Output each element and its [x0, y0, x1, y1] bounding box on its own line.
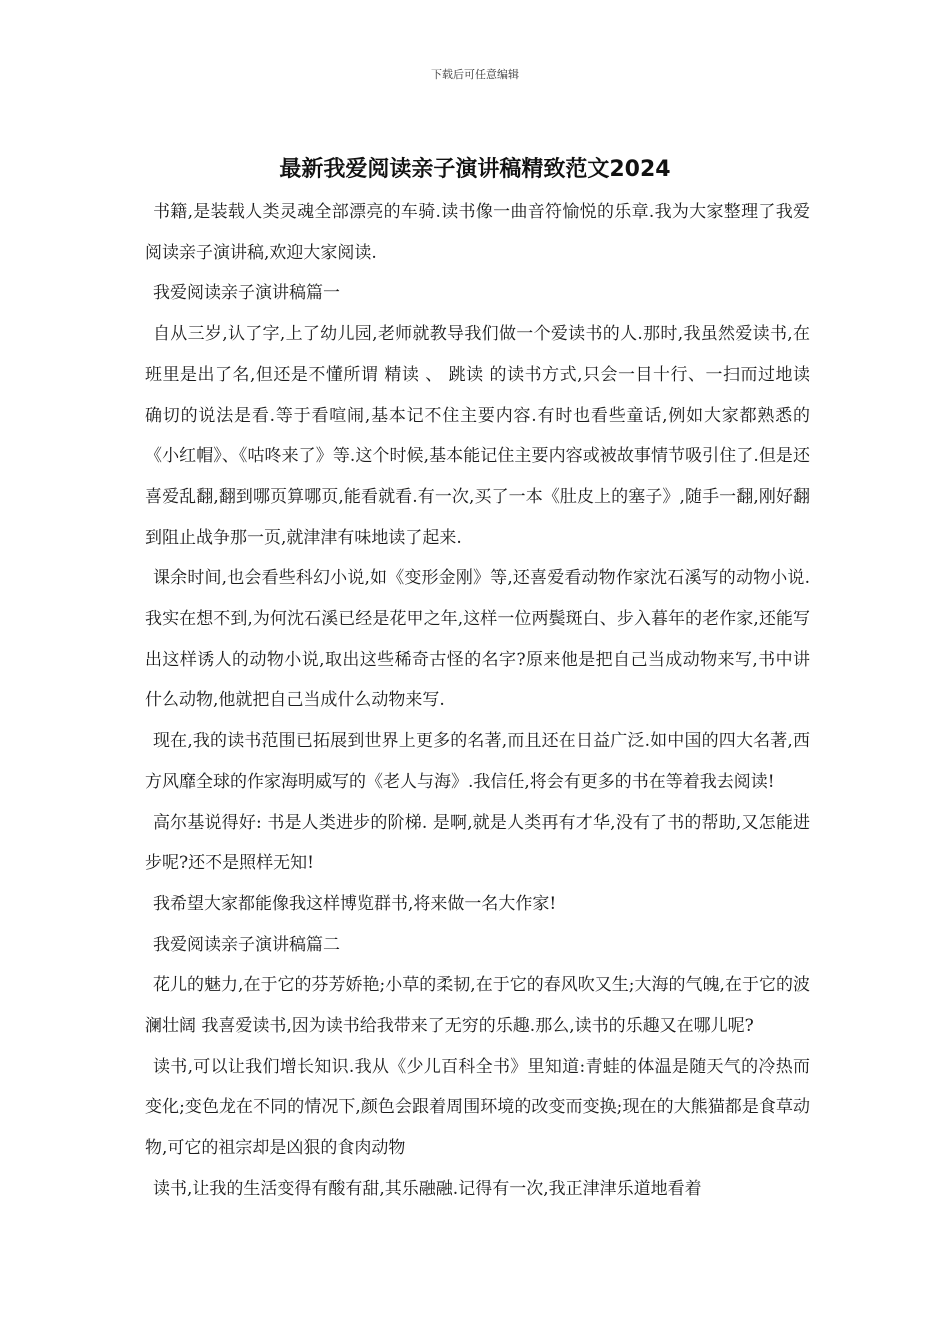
paragraph: 读书,让我的生活变得有酸有甜,其乐融融.记得有一次,我正津津乐道地看着 — [153, 1178, 702, 1199]
paragraph-intro: 书籍,是装载人类灵魂全部漂亮的车骑.读书像一曲音符愉悦的乐章.我为大家整理了我爱阅读亲子演讲稿,欢迎大家阅读. — [145, 202, 810, 263]
paragraph: 现在,我的读书范围已拓展到世界上更多的名著,而且还在日益广泛.如中国的四大名著,西方风靡全球的作家海明威写的《老人与海》.我信任,将会有更多的书在等着我去阅读! — [145, 731, 810, 792]
section-heading-2: 我爱阅读亲子演讲稿篇二 — [153, 934, 340, 955]
document-body — [145, 192, 810, 1210]
document-title: 最新我爱阅读亲子演讲稿精致范文2024 — [279, 157, 671, 182]
paragraph: 自从三岁,认了字,上了幼儿园,老师就教导我们做一个爱读书的人.那时,我虽然爱读书,在班里是出了名,但还是不懂所谓 精读 、 跳读 的读书方式,只会一目十行、一扫而过地读 确切的说法是看.等于看喧闹,基本记不住主要内容.有时也看些童话,例如大家都熟悉的《小红帽》、《咕咚来了》等.这个时候,基本能记住主要内容或被故事情节吸引住了.但是还喜爱乱翻,翻到哪页算哪页,能看就看.有一次,买了一本《肚皮上的塞子》,随手一翻,刚好翻到阻止战争那一页,就津津有味地读了起来. — [145, 324, 810, 548]
paragraph: 花儿的魅力,在于它的芬芳娇艳;小草的柔韧,在于它的春风吹又生;大海的气魄,在于它的波澜壮阔 我喜爱读书,因为读书给我带来了无穷的乐趣.那么,读书的乐趣又在哪儿呢? — [145, 975, 810, 1037]
section-heading-1: 我爱阅读亲子演讲稿篇一 — [153, 283, 340, 304]
paragraph: 读书,可以让我们增长知识.我从《少儿百科全书》里知道:青蛙的体温是随天气的冷热而变化;变色龙在不同的情况下,颜色会跟着周围环境的改变而变换;现在的大熊猫都是食草动物,可它的祖宗却是凶狠的食肉动物 — [145, 1056, 810, 1159]
page-header-note: 下载后可任意编辑 — [431, 68, 519, 81]
paragraph: 我希望大家都能像我这样博览群书,将来做一名大作家! — [153, 893, 557, 914]
paragraph: 高尔基说得好: 书是人类进步的阶梯. 是啊,就是人类再有才华,没有了书的帮助,又怎能进步呢?还不是照样无知! — [145, 812, 810, 874]
paragraph: 课余时间,也会看些科幻小说,如《变形金刚》等,还喜爱看动物作家沈石溪写的动物小说.我实在想不到,为何沈石溪已经是花甲之年,这样一位两鬓斑白、步入暮年的老作家,还能写出这样诱人的动物小说,取出这些稀奇古怪的名字?原来他是把自己当成动物来写,书中讲什么动物,他就把自己当成什么动物来写. — [145, 568, 810, 711]
